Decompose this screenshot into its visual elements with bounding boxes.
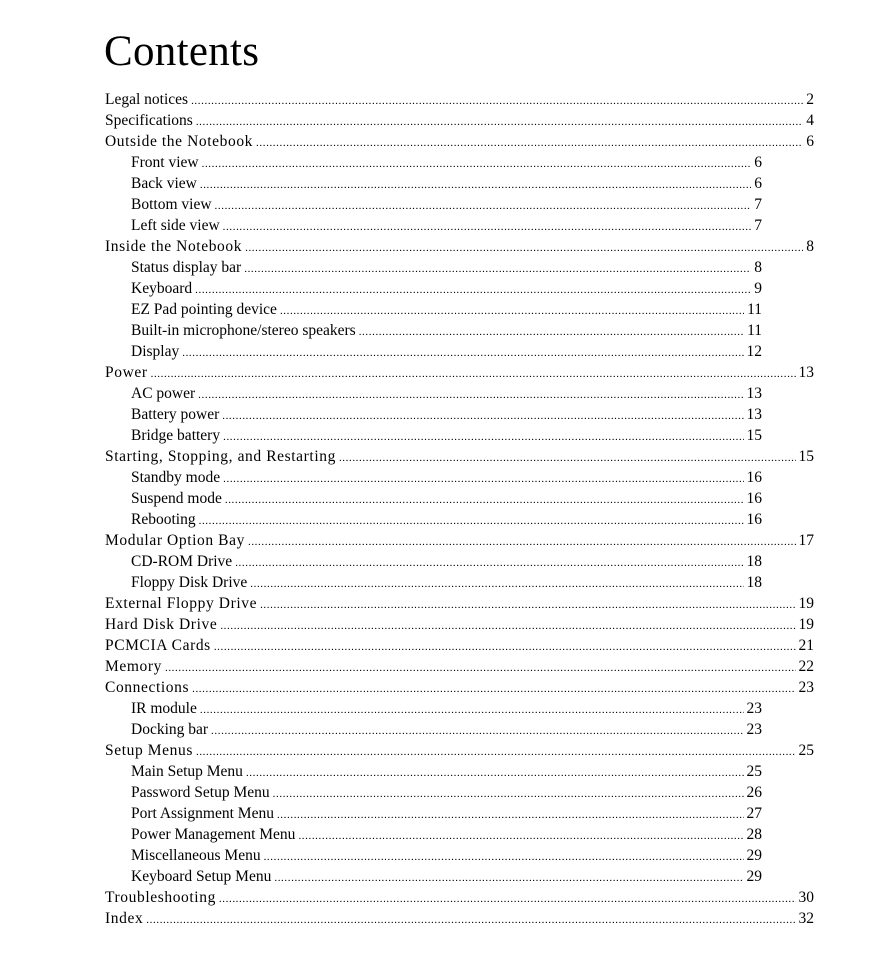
toc-page-number: 17 <box>798 532 814 549</box>
toc-entry-label: Specifications <box>105 112 193 129</box>
toc-page-number: 26 <box>746 784 762 801</box>
toc-page-number: 25 <box>746 763 762 780</box>
dot-leader <box>196 742 796 763</box>
toc-entry-label: Left side view <box>131 217 220 234</box>
toc-chapter-entry[interactable] <box>105 110 814 131</box>
toc-section-entry[interactable] <box>131 467 762 488</box>
toc-page-number: 11 <box>747 322 762 339</box>
toc-section-entry[interactable] <box>131 194 762 215</box>
toc-section-entry[interactable] <box>131 719 762 740</box>
toc-entry-label: Setup Menus <box>105 742 193 759</box>
toc-section-entry[interactable] <box>131 509 762 530</box>
toc-section-entry[interactable] <box>131 257 762 278</box>
toc-page-number: 32 <box>798 910 814 927</box>
toc-entry-label: Index <box>105 910 144 927</box>
dot-leader <box>260 595 795 616</box>
dot-leader <box>246 763 744 784</box>
toc-entry-label: Legal notices <box>105 91 189 108</box>
toc-page-number: 15 <box>746 427 762 444</box>
dot-leader <box>220 616 795 637</box>
toc-page-number: 13 <box>798 364 814 381</box>
toc-entry-label: Front view <box>131 154 199 171</box>
toc-chapter-entry[interactable] <box>105 887 814 908</box>
toc-page-number: 23 <box>798 679 814 696</box>
toc-entry-label: Starting, Stopping, and Restarting <box>105 448 336 465</box>
table-of-contents <box>0 89 893 929</box>
dot-leader <box>245 238 803 259</box>
toc-page-number: 6 <box>754 154 762 171</box>
toc-page-number: 4 <box>806 112 814 129</box>
toc-page-number: 15 <box>798 448 814 465</box>
toc-page-number: 19 <box>798 595 814 612</box>
toc-entry-label: Docking bar <box>131 721 209 738</box>
toc-section-entry[interactable] <box>131 278 762 299</box>
toc-section-entry[interactable] <box>131 173 762 194</box>
dot-leader <box>151 364 796 385</box>
toc-section-entry[interactable] <box>131 845 762 866</box>
toc-page-number: 29 <box>746 847 762 864</box>
dot-leader <box>244 259 751 280</box>
toc-entry-label: EZ Pad pointing device <box>131 301 277 318</box>
toc-entry-label: Outside the Notebook <box>105 133 254 150</box>
toc-entry-label: Power <box>105 364 148 381</box>
dot-leader <box>165 658 796 679</box>
toc-entry-label: Keyboard <box>131 280 193 297</box>
toc-section-entry[interactable] <box>131 803 762 824</box>
dot-leader <box>280 301 744 322</box>
dot-leader <box>214 637 796 658</box>
toc-page-number: 8 <box>806 238 814 255</box>
dot-leader <box>223 217 752 238</box>
dot-leader <box>339 448 796 469</box>
dot-leader <box>195 280 751 301</box>
dot-leader <box>256 133 803 154</box>
toc-entry-label: Suspend mode <box>131 490 222 507</box>
toc-entry-label: Miscellaneous Menu <box>131 847 261 864</box>
toc-section-entry[interactable] <box>131 341 762 362</box>
toc-page-number: 23 <box>746 721 762 738</box>
toc-page-number: 13 <box>746 385 762 402</box>
dot-leader <box>192 679 795 700</box>
toc-page-number: 25 <box>798 742 814 759</box>
toc-chapter-entry[interactable] <box>105 530 814 551</box>
toc-chapter-entry[interactable] <box>105 131 814 152</box>
dot-leader <box>202 154 752 175</box>
toc-entry-label: PCMCIA Cards <box>105 637 211 654</box>
page-title: Contents <box>104 28 260 75</box>
dot-leader <box>277 805 744 826</box>
toc-page-number: 22 <box>798 658 814 675</box>
toc-entry-label: Bridge battery <box>131 427 221 444</box>
dot-leader <box>199 511 744 532</box>
dot-leader <box>250 574 743 595</box>
toc-chapter-entry[interactable] <box>105 635 814 656</box>
dot-leader <box>359 322 744 343</box>
toc-section-entry[interactable] <box>131 782 762 803</box>
toc-page-number: 28 <box>746 826 762 843</box>
toc-page-number: 13 <box>746 406 762 423</box>
dot-leader <box>225 490 744 511</box>
dot-leader <box>200 700 744 721</box>
dot-leader <box>235 553 743 574</box>
toc-chapter-entry[interactable] <box>105 89 814 110</box>
toc-page-number: 2 <box>806 91 814 108</box>
toc-page-number: 30 <box>798 889 814 906</box>
toc-entry-label: Battery power <box>131 406 220 423</box>
dot-leader <box>223 469 743 490</box>
toc-page-number: 8 <box>754 259 762 276</box>
dot-leader <box>248 532 796 553</box>
dot-leader <box>198 385 743 406</box>
toc-entry-label: Built-in microphone/stereo speakers <box>131 322 356 339</box>
toc-page-number: 12 <box>746 343 762 360</box>
toc-page-number: 11 <box>747 301 762 318</box>
toc-entry-label: Status display bar <box>131 259 242 276</box>
toc-page-number: 6 <box>754 175 762 192</box>
dot-leader <box>182 343 743 364</box>
toc-chapter-entry[interactable] <box>105 908 814 929</box>
dot-leader <box>222 406 743 427</box>
toc-chapter-entry[interactable] <box>105 740 814 761</box>
toc-entry-label: AC power <box>131 385 196 402</box>
toc-entry-label: Main Setup Menu <box>131 763 243 780</box>
toc-page-number: 9 <box>754 280 762 297</box>
toc-section-entry[interactable] <box>131 383 762 404</box>
toc-entry-label: Rebooting <box>131 511 196 528</box>
toc-entry-label: Display <box>131 343 180 360</box>
toc-page-number: 19 <box>798 616 814 633</box>
toc-chapter-entry[interactable] <box>105 236 814 257</box>
dot-leader <box>274 868 743 889</box>
dot-leader <box>146 910 795 931</box>
toc-section-entry[interactable] <box>131 404 762 425</box>
toc-entry-label: Bottom view <box>131 196 212 213</box>
dot-leader <box>219 889 796 910</box>
dot-leader <box>223 427 743 448</box>
toc-page-number: 23 <box>746 700 762 717</box>
toc-entry-label: Back view <box>131 175 197 192</box>
toc-entry-label: IR module <box>131 700 197 717</box>
toc-page-number: 29 <box>746 868 762 885</box>
toc-page-number: 16 <box>746 469 762 486</box>
dot-leader <box>191 91 803 112</box>
toc-chapter-entry[interactable] <box>105 593 814 614</box>
toc-page-number: 21 <box>798 637 814 654</box>
toc-chapter-entry[interactable] <box>105 614 814 635</box>
toc-page-number: 6 <box>806 133 814 150</box>
toc-section-entry[interactable] <box>131 299 762 320</box>
toc-entry-label: Keyboard Setup Menu <box>131 868 272 885</box>
toc-entry-label: Hard Disk Drive <box>105 616 218 633</box>
toc-chapter-entry[interactable] <box>105 446 814 467</box>
toc-page-number: 18 <box>746 553 762 570</box>
toc-section-entry[interactable] <box>131 866 762 887</box>
toc-section-entry[interactable] <box>131 572 762 593</box>
toc-entry-label: Password Setup Menu <box>131 784 270 801</box>
toc-page-number: 16 <box>746 511 762 528</box>
toc-entry-label: External Floppy Drive <box>105 595 258 612</box>
toc-page-number: 18 <box>746 574 762 591</box>
dot-leader <box>211 721 743 742</box>
toc-page-number: 27 <box>746 805 762 822</box>
dot-leader <box>264 847 744 868</box>
toc-entry-label: Power Management Menu <box>131 826 296 843</box>
toc-chapter-entry[interactable] <box>105 656 814 677</box>
toc-section-entry[interactable] <box>131 425 762 446</box>
toc-entry-label: Port Assignment Menu <box>131 805 274 822</box>
dot-leader <box>200 175 751 196</box>
toc-entry-label: Connections <box>105 679 190 696</box>
toc-section-entry[interactable] <box>131 152 762 173</box>
toc-section-entry[interactable] <box>131 488 762 509</box>
toc-entry-label: Modular Option Bay <box>105 532 245 549</box>
toc-section-entry[interactable] <box>131 551 762 572</box>
toc-section-entry[interactable] <box>131 320 762 341</box>
toc-page-number: 16 <box>746 490 762 507</box>
toc-entry-label: CD-ROM Drive <box>131 553 233 570</box>
toc-entry-label: Standby mode <box>131 469 221 486</box>
toc-page-number: 7 <box>754 196 762 213</box>
toc-chapter-entry[interactable] <box>105 677 814 698</box>
toc-section-entry[interactable] <box>131 824 762 845</box>
dot-leader <box>196 112 803 133</box>
toc-page-number: 7 <box>754 217 762 234</box>
toc-entry-label: Floppy Disk Drive <box>131 574 248 591</box>
toc-section-entry[interactable] <box>131 215 762 236</box>
toc-chapter-entry[interactable] <box>105 362 814 383</box>
dot-leader <box>273 784 744 805</box>
toc-entry-label: Memory <box>105 658 162 675</box>
dot-leader <box>215 196 752 217</box>
toc-entry-label: Troubleshooting <box>105 889 216 906</box>
dot-leader <box>298 826 743 847</box>
toc-section-entry[interactable] <box>131 698 762 719</box>
toc-entry-label: Inside the Notebook <box>105 238 243 255</box>
toc-section-entry[interactable] <box>131 761 762 782</box>
